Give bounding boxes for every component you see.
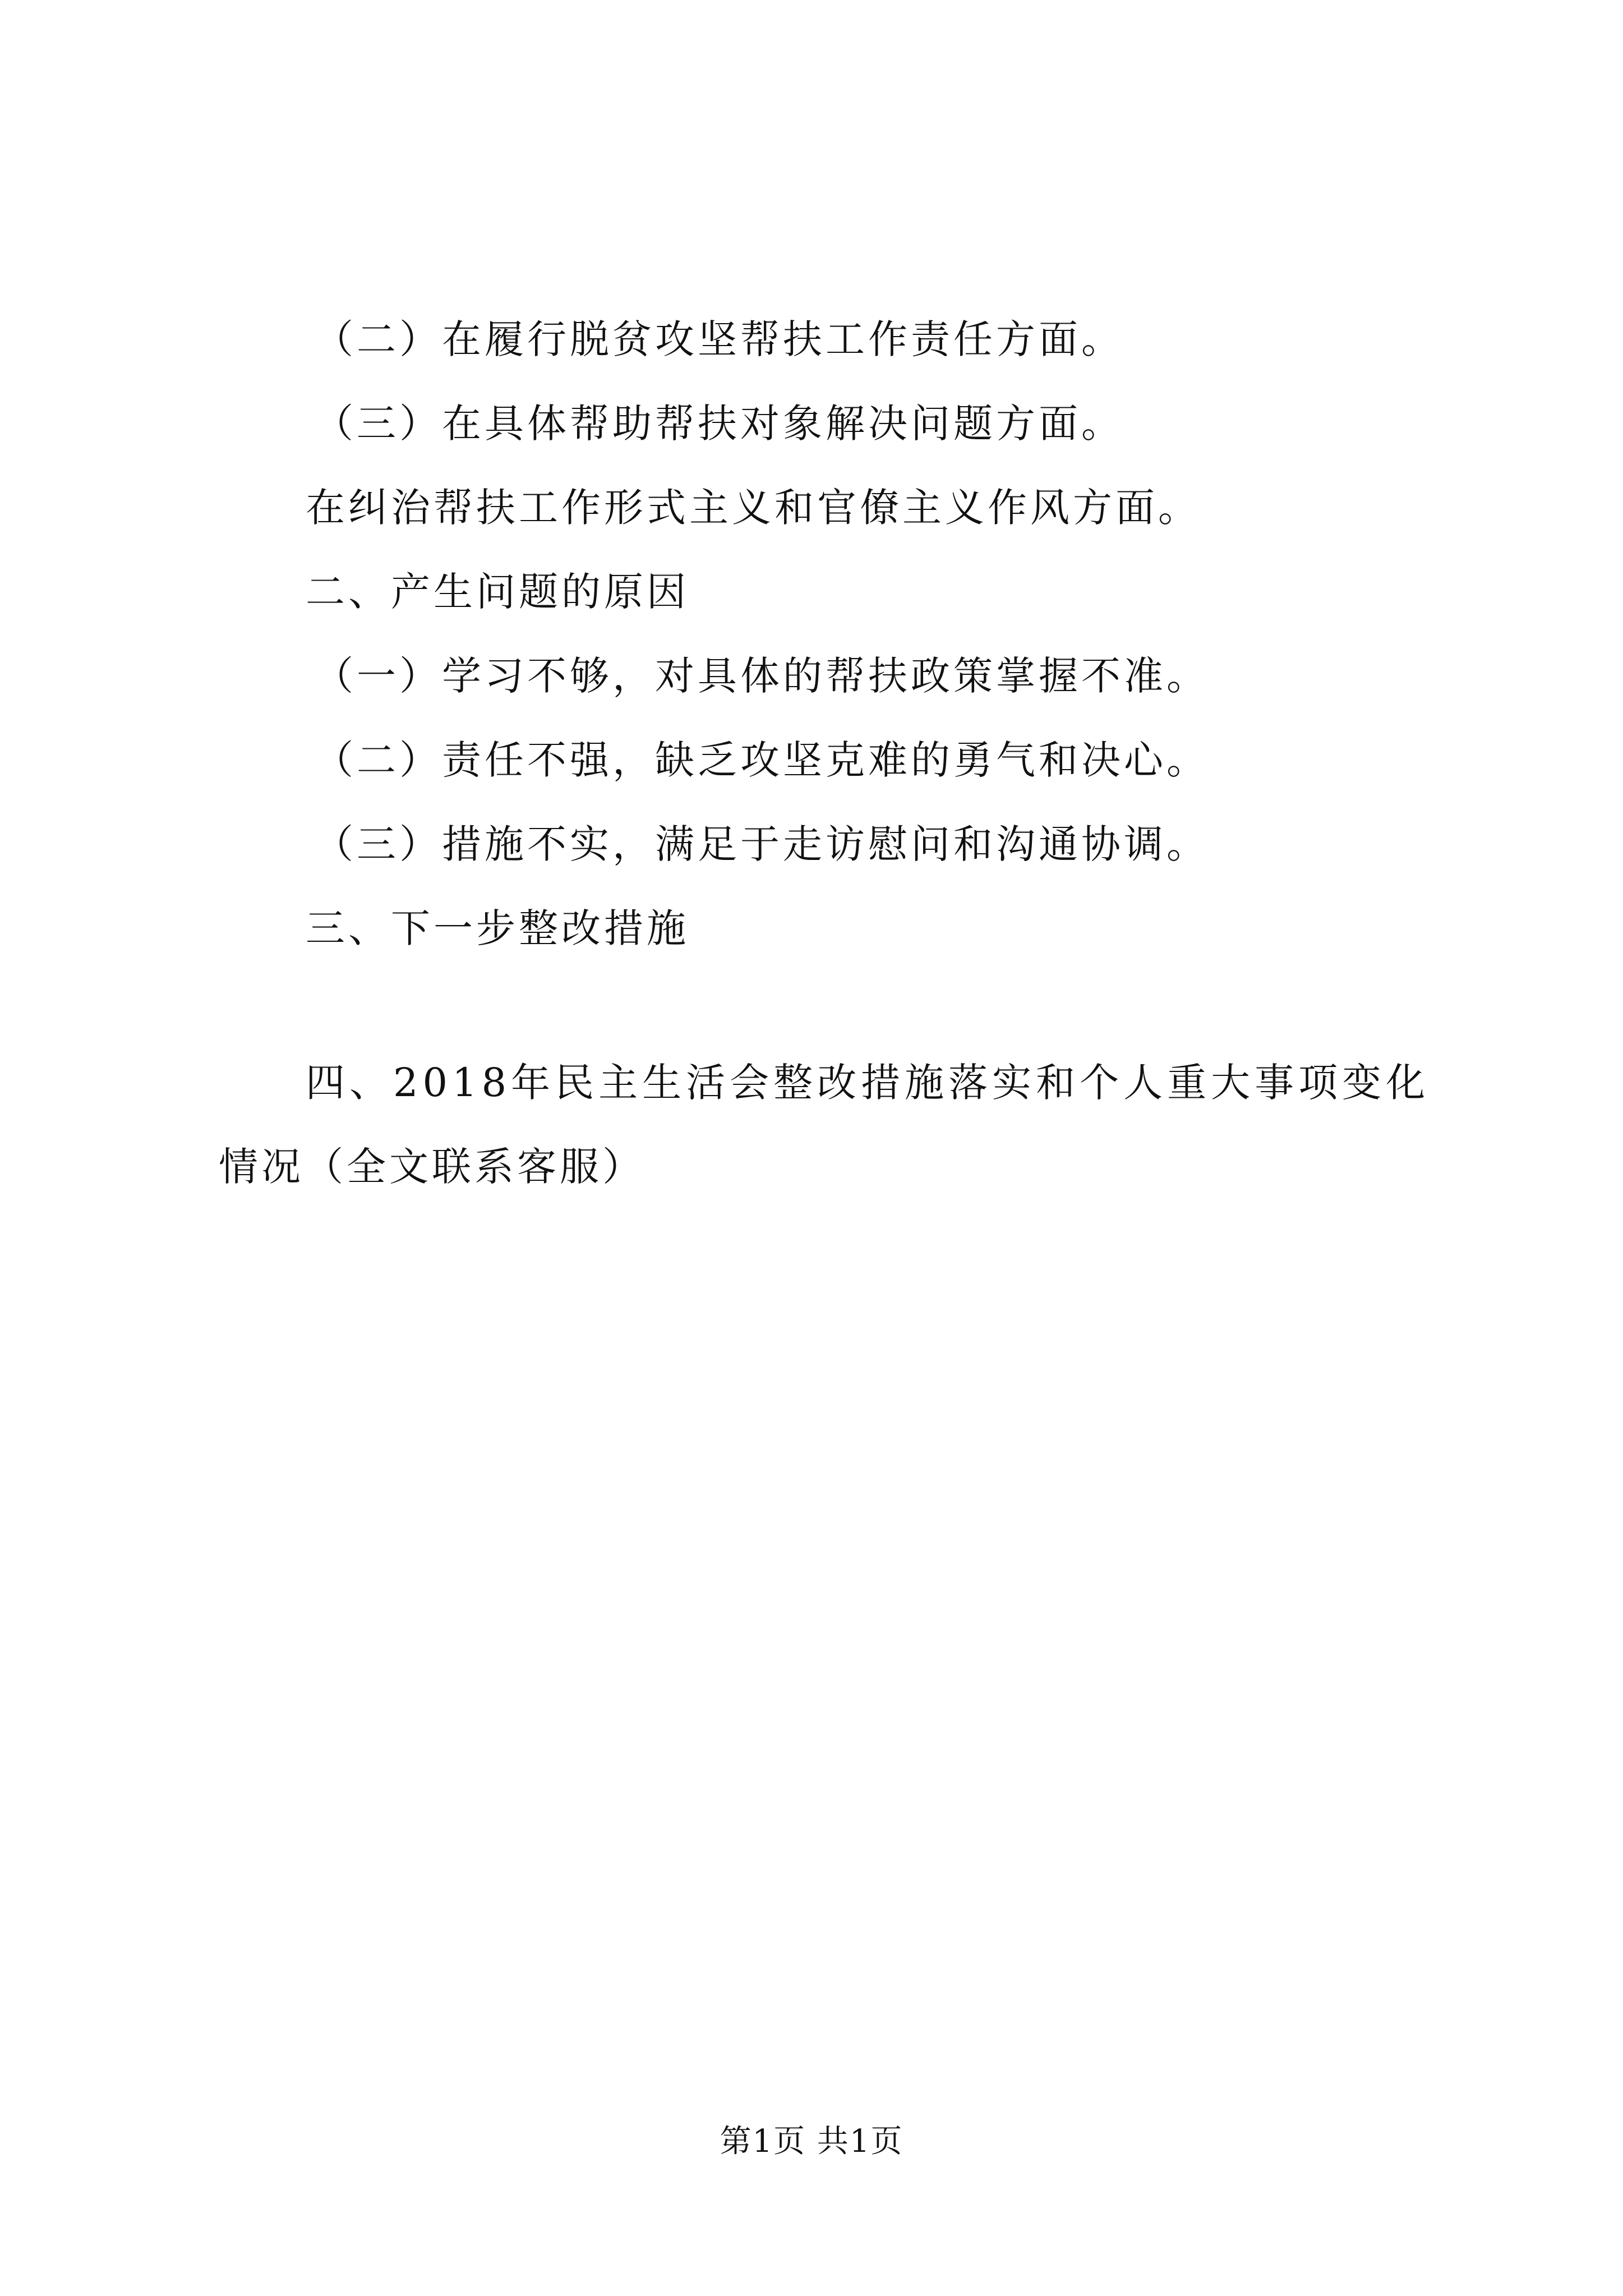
page-footer: 第1页 共1页 [720,2123,903,2160]
paragraph-solving-problems: （三）在具体帮助帮扶对象解决问题方面。 [314,401,1124,447]
heading-2018-meeting-first-line: 四、2018年民主生活会整改措施落实和个人重大事项变化 [306,1060,1430,1106]
paragraph-cause-study: （一）学习不够，对具体的帮扶政策掌握不准。 [314,653,1209,699]
heading-causes: 二、产生问题的原因 [306,569,689,615]
paragraph-work-style: 在纠治帮扶工作形式主义和官僚主义作风方面。 [306,485,1201,531]
heading-2018-meeting-second-line: 情况（全文联系客服） [219,1144,645,1190]
heading-next-steps: 三、下一步整改措施 [306,905,689,951]
paragraph-cause-responsibility: （二）责任不强，缺乏攻坚克难的勇气和决心。 [314,737,1209,783]
paragraph-responsibility-fulfillment: （二）在履行脱贫攻坚帮扶工作责任方面。 [314,316,1124,362]
paragraph-cause-measures: （三）措施不实，满足于走访慰问和沟通协调。 [314,821,1209,867]
